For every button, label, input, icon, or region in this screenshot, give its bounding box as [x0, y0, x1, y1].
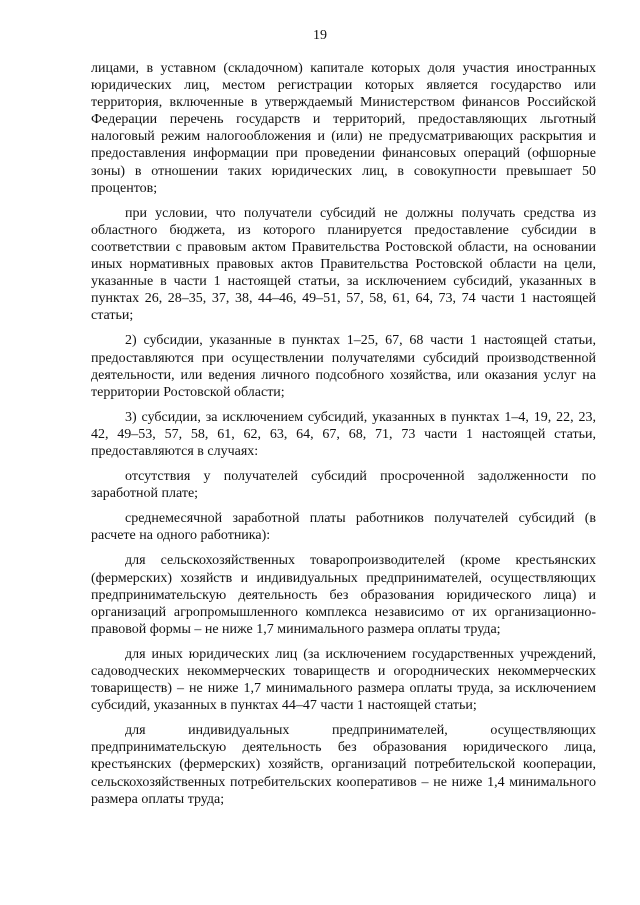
- paragraph-offshore-entities: лицами, в уставном (складочном) капитале которых доля участия иностранных юридических лиц, местом регистрации которых является государство или территория, включенные в утверждаемый Министерством финансов Российской Федерации перечень государств и территорий, предоставляющих льготный налоговый режим налогообложения и (или) не предусматривающих раскрытия и предоставления информации при проведении финансовых операций (офшорные зоны) в отношении таких юридических лиц, в совокупности превышает 50 процентов;: [91, 61, 596, 196]
- paragraph-regional-budget-condition: при условии, что получатели субсидий не должны получать средства из областного бюджета, из которого планируется предоставление субсидии в соответствии с правовым актом Правительства Ростовской области, на основании иных нормативных правовых актов Правительства Ростовской области на цели, указанные в части 1 настоящей статьи, за исключением субсидий, указанных в пунктах 26, 28–35, 37, 38, 44–46, 49–51, 57, 58, 61, 64, 73, 74 части 1 настоящей статьи;: [91, 205, 596, 324]
- paragraph-item-3-conditions: 3) субсидии, за исключением субсидий, указанных в пунктах 1–4, 19, 22, 23, 42, 49–53, 57, 58, 61, 62, 63, 64, 67, 68, 71, 73 части 1 настоящей статьи, предоставляются в случаях:: [91, 409, 596, 459]
- paragraph-average-monthly-wage: среднемесячной заработной платы работников получателей субсидий (в расчете на одного работника):: [91, 511, 596, 544]
- paragraph-other-legal-entities: для иных юридических лиц (за исключением государственных учреждений, садоводческих некоммерческих товариществ и огороднических некоммерческих товариществ) – не ниже 1,7 минимального размера оплаты труда, за исключением субсидий, указанных в пунктах 44–47 части 1 настоящей статьи;: [91, 646, 596, 714]
- paragraph-no-wage-arrears: отсутствия у получателей субсидий просроченной задолженности по заработной плате;: [91, 469, 596, 502]
- paragraph-item-2-production-activity: 2) субсидии, указанные в пунктах 1–25, 67, 68 части 1 настоящей статьи, предоставляются при осуществлении получателями субсидий производственной деятельности, или ведения личного подсобного хозяйства, или оказания услуг на территории Ростовской области;: [91, 333, 596, 400]
- paragraph-agricultural-producers: для сельскохозяйственных товаропроизводителей (кроме крестьянских (фермерских) хозяйств и индивидуальных предпринимателей, осуществляющих предпринимательскую деятельность без образования юридического лица) и организаций агропромышленного комплекса независимо от их организационно-правовой формы – не ниже 1,7 минимального размера оплаты труда;: [91, 553, 596, 637]
- document-body: [91, 60, 596, 816]
- page-number: 19: [313, 28, 327, 43]
- paragraph-individual-entrepreneurs: для индивидуальных предпринимателей, осуществляющих предпринимательскую деятельность без образования юридического лица, крестьянских (фермерских) хозяйств, организаций потребительской кооперации, сельскохозяйственных потребительских кооперативов – не ниже 1,4 минимального размера оплаты труда;: [91, 723, 596, 807]
